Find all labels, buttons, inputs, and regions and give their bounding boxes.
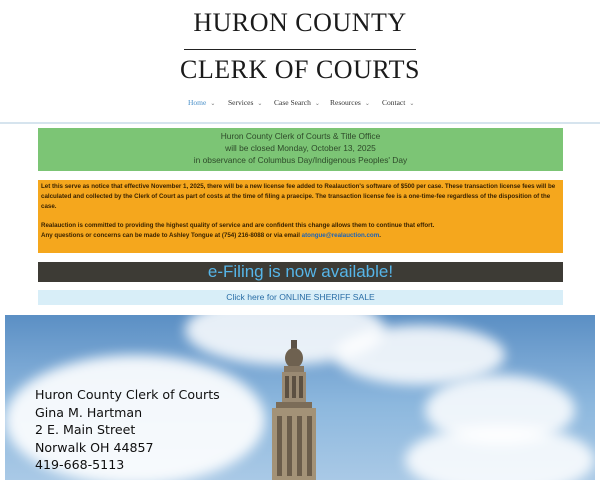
fee-notice-paragraph-1: Let this serve as notice that effective November 1, 2025, there will be a new license fee added to Realauction's software of $500 per case. These transaction license fees will be calculated and collected by the Clerk of Court as part of costs at the time of filing a praecipe. The transaction license fee is a one-time-fee regardless of the disposition of the case. [41, 183, 556, 210]
site-logo[interactable] [150, 8, 450, 85]
nav-item-label: Case Search [274, 98, 311, 107]
cloud-shape [405, 425, 595, 480]
logo-title-line2: CLERK OF COURTS [180, 55, 420, 84]
nav-item-label: Home [188, 98, 207, 107]
chevron-down-icon: ⌄ [314, 101, 320, 107]
nav-item-services[interactable] [228, 97, 262, 110]
nav-item-label: Services [228, 98, 254, 107]
fee-notice-paragraph-2: Realauction is committed to providing the highest quality of service and are confident this change allows them to continue that effort. [41, 222, 435, 230]
office-address-block [35, 386, 220, 474]
nav-item-contact[interactable] [382, 97, 414, 110]
chevron-down-icon: ⌄ [409, 101, 415, 107]
main-nav [0, 97, 600, 111]
sheriff-sale-link[interactable]: Click here for ONLINE SHERIFF SALE [38, 290, 563, 305]
closure-notice [38, 128, 563, 171]
logo-divider [184, 49, 416, 50]
courthouse-dome-illustration [262, 340, 326, 480]
office-name: Huron County Clerk of Courts [35, 387, 220, 402]
site-header [0, 0, 600, 124]
phone-number: 419-668-5113 [35, 457, 125, 472]
chevron-down-icon: ⌄ [257, 101, 263, 107]
fee-notice-paragraph-3 [41, 231, 560, 241]
nav-item-label: Contact [382, 98, 406, 107]
closure-notice-line2: will be closed Monday, October 13, 2025 [225, 143, 376, 153]
logo-title-line1: HURON COUNTY [193, 8, 407, 37]
closure-notice-line3: in observance of Columbus Day/Indigenous Peoples' Day [193, 155, 408, 165]
nav-item-case-search[interactable] [274, 97, 320, 110]
nav-item-home[interactable] [188, 97, 215, 110]
fee-notice-contact-text: Any questions or concerns can be made to Ashley Tongue at (754) 216-8088 or via email [41, 232, 302, 240]
street-address: 2 E. Main Street [35, 422, 136, 437]
paragraph-spacer [41, 211, 560, 221]
contact-email-link[interactable]: atongue@realauction.com [301, 232, 380, 240]
city-state-zip: Norwalk OH 44857 [35, 439, 154, 455]
header-divider [0, 122, 600, 124]
nav-item-label: Resources [330, 98, 361, 107]
fee-notice [38, 180, 563, 253]
chevron-down-icon: ⌄ [210, 101, 216, 107]
chevron-down-icon: ⌄ [364, 101, 370, 107]
clerk-name: Gina M. Hartman [35, 404, 143, 420]
efiling-banner[interactable]: e-Filing is now available! [38, 262, 563, 282]
nav-item-resources[interactable] [330, 97, 370, 110]
closure-notice-line1: Huron County Clerk of Courts & Title Office [220, 131, 381, 141]
fee-notice-contact-suffix: . [379, 232, 381, 240]
hero-image [5, 315, 595, 480]
